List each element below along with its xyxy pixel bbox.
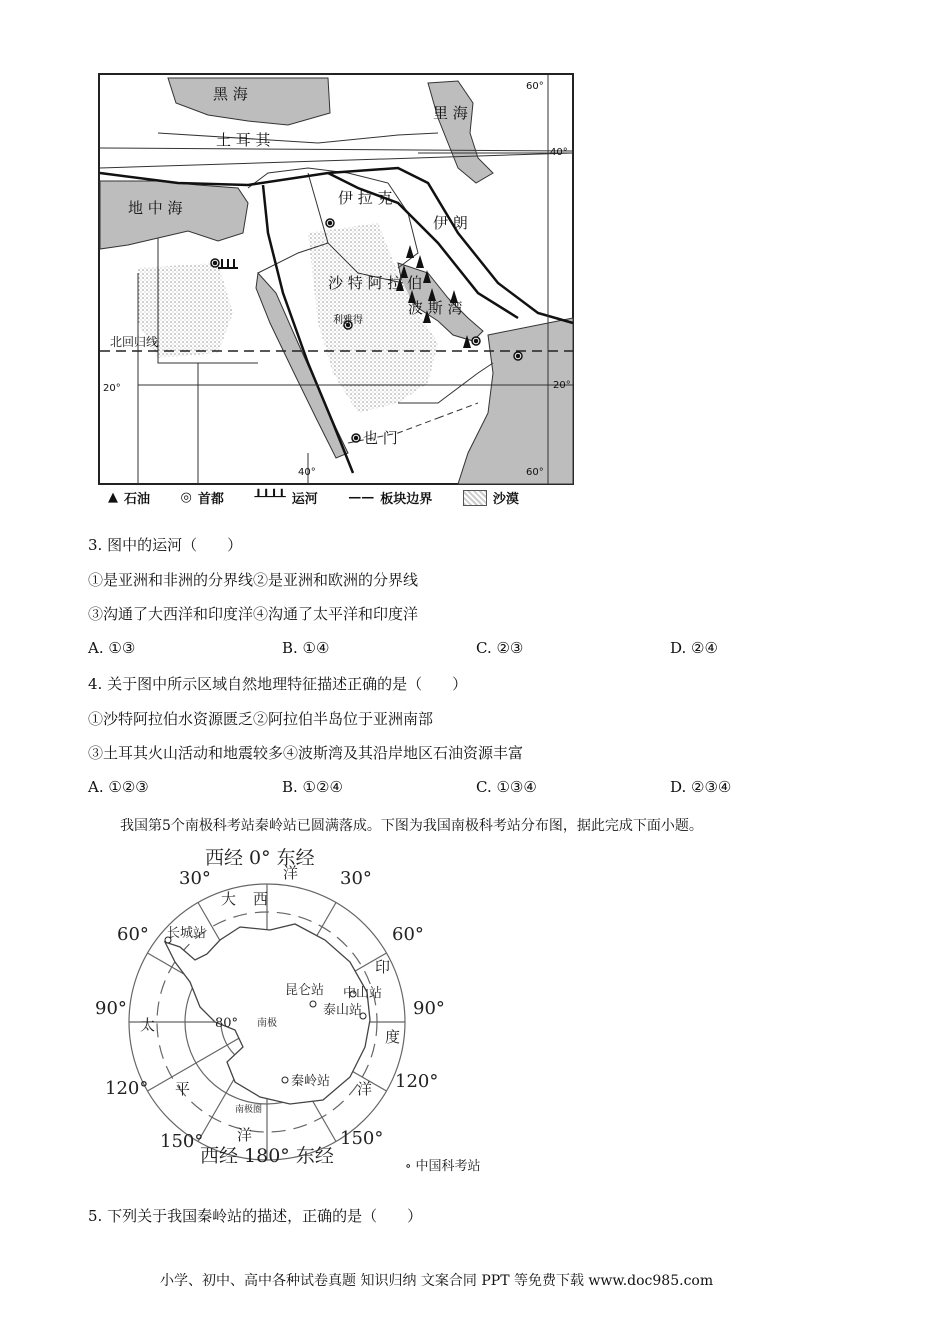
label-saudi: 沙 特 阿 拉 伯: [328, 274, 423, 292]
ocean-pacific-3: 洋: [237, 1126, 253, 1144]
station-icon: ∘: [405, 1159, 412, 1174]
label-tropic: 北回归线: [110, 335, 159, 349]
map2-top-label: 西经 0° 东经: [205, 847, 315, 869]
q3-option-c[interactable]: C. ②③: [476, 639, 524, 657]
label-iraq: 伊 拉 克: [338, 189, 393, 207]
legend-capital: 首都: [197, 492, 224, 507]
q4-option-d[interactable]: D. ②③④: [670, 778, 732, 796]
ocean-atlantic-2: 西: [253, 890, 269, 908]
deg-w120: 120°: [105, 1078, 149, 1099]
q3-statements-1: ①是亚洲和非洲的分界线②是亚洲和欧洲的分界线: [88, 571, 419, 589]
q4-option-a[interactable]: A. ①②③: [88, 778, 149, 796]
label-lat20-left: 20°: [103, 383, 121, 394]
legend-oil: 石油: [124, 492, 151, 507]
plate-boundary-icon: ——: [348, 490, 375, 505]
desert-icon: [463, 490, 487, 506]
q4-stem: 4. 关于图中所示区域自然地理特征描述正确的是（ ）: [88, 675, 468, 693]
label-yemen: 也 门: [363, 429, 398, 447]
ocean-indian-1: 印: [375, 958, 391, 976]
q3-stem: 3. 图中的运河（ ）: [88, 536, 243, 554]
label-lon60-top: 60°: [526, 81, 544, 92]
label-turkey: 土 耳 其: [216, 131, 271, 149]
deg-w150: 150°: [160, 1131, 204, 1152]
q5-stem: 5. 下列关于我国秦岭站的描述，正确的是（ ）: [88, 1207, 423, 1225]
station-changcheng: 长城站: [167, 926, 207, 941]
ocean-indian-3: 洋: [357, 1080, 373, 1098]
ocean-atlantic-3: 洋: [283, 864, 299, 882]
antarctica-map-svg: [95, 842, 515, 1182]
map2-bottom-label: 西经 180° 东经: [200, 1145, 334, 1167]
deg-e150: 150°: [340, 1128, 384, 1149]
capital-icon: ◎: [180, 490, 192, 505]
label-riyadh: 利雅得: [333, 315, 363, 326]
q3-statements-2: ③沟通了大西洋和印度洋④沟通了太平洋和印度洋: [88, 605, 419, 623]
legend-plate: 板块边界: [380, 492, 433, 507]
q4-option-c[interactable]: C. ①③④: [476, 778, 537, 796]
canal-icon: ┸┸┸┸: [254, 490, 286, 505]
q4-option-b[interactable]: B. ①②④: [282, 778, 343, 796]
label-lon40-bottom: 40°: [298, 467, 316, 478]
deg-e120: 120°: [395, 1071, 439, 1092]
label-south-pole: 南极: [257, 1018, 277, 1029]
map1-legend: [108, 488, 525, 507]
label-iran: 伊 朗: [433, 214, 468, 232]
map2-legend: [405, 1155, 481, 1174]
ocean-atlantic-1: 大: [221, 890, 237, 908]
label-persian-gulf: 波 斯 湾: [408, 299, 463, 317]
q3-option-d[interactable]: D. ②④: [670, 639, 718, 657]
station-taishan: 泰山站: [323, 1003, 363, 1018]
ocean-indian-2: 度: [385, 1028, 401, 1046]
ocean-pacific-2: 平: [175, 1080, 191, 1098]
ocean-pacific-1: 太: [140, 1016, 156, 1034]
oil-icon: ▲: [108, 490, 118, 505]
deg-w60: 60°: [117, 924, 149, 945]
label-antarctic-circle: 南极圈: [235, 1105, 263, 1115]
label-lon60-bottom: 60°: [526, 467, 544, 478]
map2-legend-label: 中国科考站: [415, 1159, 481, 1174]
deg-w30: 30°: [179, 868, 211, 889]
station-zhongshan: 中山站: [343, 986, 383, 1001]
station-kunlun: 昆仑站: [285, 983, 325, 998]
label-lat40: 40°: [550, 147, 568, 158]
legend-desert: 沙漠: [492, 492, 519, 507]
legend-canal: 运河: [291, 492, 318, 507]
q3-option-b[interactable]: B. ①④: [282, 639, 330, 657]
intro-text: 我国第5个南极科考站秦岭站已圆满落成。下图为我国南极科考站分布图，据此完成下面小题。: [120, 818, 703, 834]
middle-east-map-svg: [98, 73, 574, 485]
page-footer: 小学、初中、高中各种试卷真题 知识归纳 文案合同 PPT 等免费下载 www.doc985.com: [160, 1273, 714, 1289]
label-mediterranean: 地 中 海: [128, 199, 183, 217]
q3-option-a[interactable]: A. ①③: [88, 639, 136, 657]
deg-e30: 30°: [340, 868, 372, 889]
deg-w90: 90°: [95, 998, 127, 1019]
deg-e90: 90°: [413, 998, 445, 1019]
station-qinling: 秦岭站: [291, 1074, 331, 1089]
middle-east-map: [98, 73, 574, 485]
deg-lat80: 80°: [215, 1016, 239, 1031]
label-black-sea: 黑 海: [213, 85, 248, 103]
label-lat20-right: 20°: [553, 380, 571, 391]
label-caspian-sea: 里 海: [433, 104, 468, 122]
antarctica-map: [95, 842, 515, 1182]
deg-e60: 60°: [392, 924, 424, 945]
q4-statements-2: ③土耳其火山活动和地震较多④波斯湾及其沿岸地区石油资源丰富: [88, 744, 524, 762]
q4-statements-1: ①沙特阿拉伯水资源匮乏②阿拉伯半岛位于亚洲南部: [88, 710, 434, 728]
